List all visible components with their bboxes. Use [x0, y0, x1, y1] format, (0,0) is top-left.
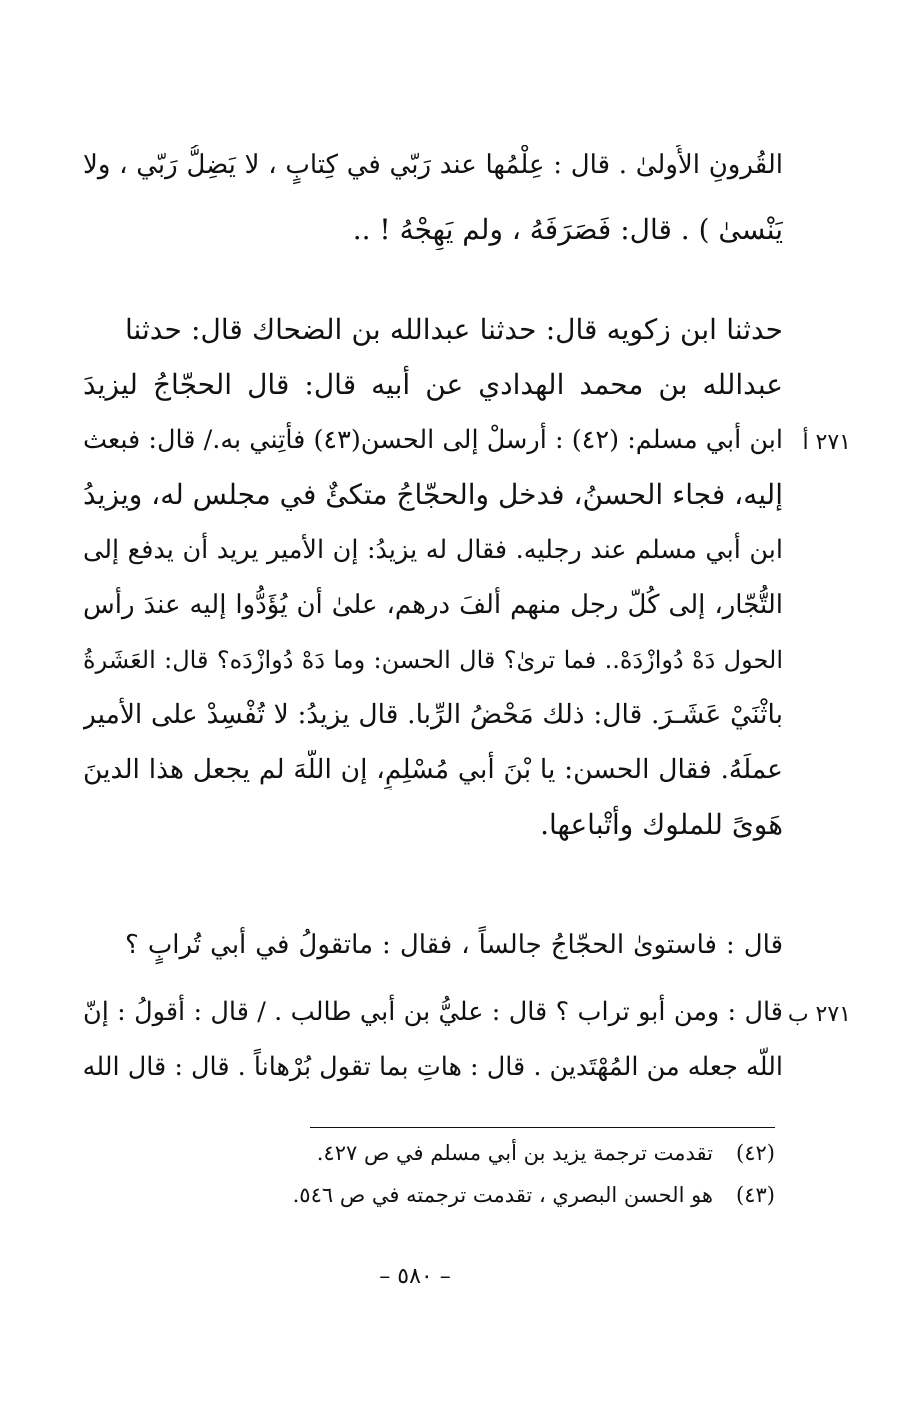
margin-note: ٢٧١ أ — [802, 430, 851, 455]
footnote — [293, 1180, 775, 1210]
margin-note: ٢٧١ ب — [787, 1002, 851, 1027]
text-line: يَنْسىٰ ) . قال: فَصَرَفَهُ ، ولم يَهِجْهُ ! .. — [352, 213, 783, 246]
text-line: القُرونِ الأُولىٰ . قال : عِلْمُها عند رَبّي في كِتابٍ ، لا يَضِلُّ رَبّي ، ولا — [83, 150, 783, 180]
text-line: عبدالله بن محمد الهدادي عن أبيه قال: قال الحجّاجُ ليزيدَ — [83, 368, 783, 401]
text-line: الحول دَهْ دُوازْدَهْ.. فما ترىٰ؟ قال الحسن: وما دَهْ دُوازْدَه؟ قال: العَشَرةُ — [83, 646, 783, 674]
text-line: باثْنَيْ عَشَـرَ. قال: ذلك مَحْضُ الرِّبا. قال يزيدُ: لا تُفْسِدْ على الأمير — [83, 699, 783, 730]
text-line: عملَهُ. فقال الحسن: يا بْنَ أبي مُسْلِمٍ، إن اللّهَ لم يجعل هذا الدينَ — [83, 754, 783, 785]
footnote — [317, 1138, 775, 1168]
text-line: ابن أبي مسلم عند رجليه. فقال له يزيدُ: إن الأمير يريد أن يدفع إلى — [83, 535, 783, 565]
page-number: – ٥٨٠ – — [379, 1264, 451, 1289]
footnote-text: تقدمت ترجمة يزيد بن أبي مسلم في ص ٤٢٧. — [316, 1141, 713, 1165]
text-line: حدثنا ابن زكويه قال: حدثنا عبدالله بن الضحاك قال: حدثنا — [125, 313, 783, 346]
text-line: قال : فاستوىٰ الحجّاجُ جالساً ، فقال : ماتقولُ في أبي تُرابٍ ؟ — [125, 930, 783, 960]
text-line: اللّه جعله من المُهْتَدين . قال : هاتِ بما تقول بُرْهاناً . قال : قال الله — [83, 1052, 783, 1082]
text-line: إليه، فجاء الحسنُ، فدخل والحجّاجُ متكئٌ في مجلس له، ويزيدُ — [83, 478, 783, 511]
footnote-number: (٤٣) — [736, 1183, 775, 1207]
text-line: ابن أبي مسلم: (٤٢) : أرسلْ إلى الحسن(٤٣) فأْتِني به./ قال: فبعث — [83, 425, 783, 455]
footnote-rule — [310, 1127, 775, 1128]
text-line: قال : ومن أبو تراب ؟ قال : عليُّ بن أبي طالب . / قال : أقولُ : إنّ — [83, 997, 783, 1027]
footnote-number: (٤٢) — [736, 1141, 775, 1165]
text-line: التُّجّار، إلى كُلّ رجل منهم ألفَ درهم، علىٰ أن يُؤَدُّوا إليه عندَ رأس — [83, 590, 783, 620]
text-line: هَوىً للملوك وأتْباعها. — [540, 808, 783, 841]
footnote-text: هو الحسن البصري ، تقدمت ترجمته في ص ٥٤٦. — [292, 1183, 713, 1207]
